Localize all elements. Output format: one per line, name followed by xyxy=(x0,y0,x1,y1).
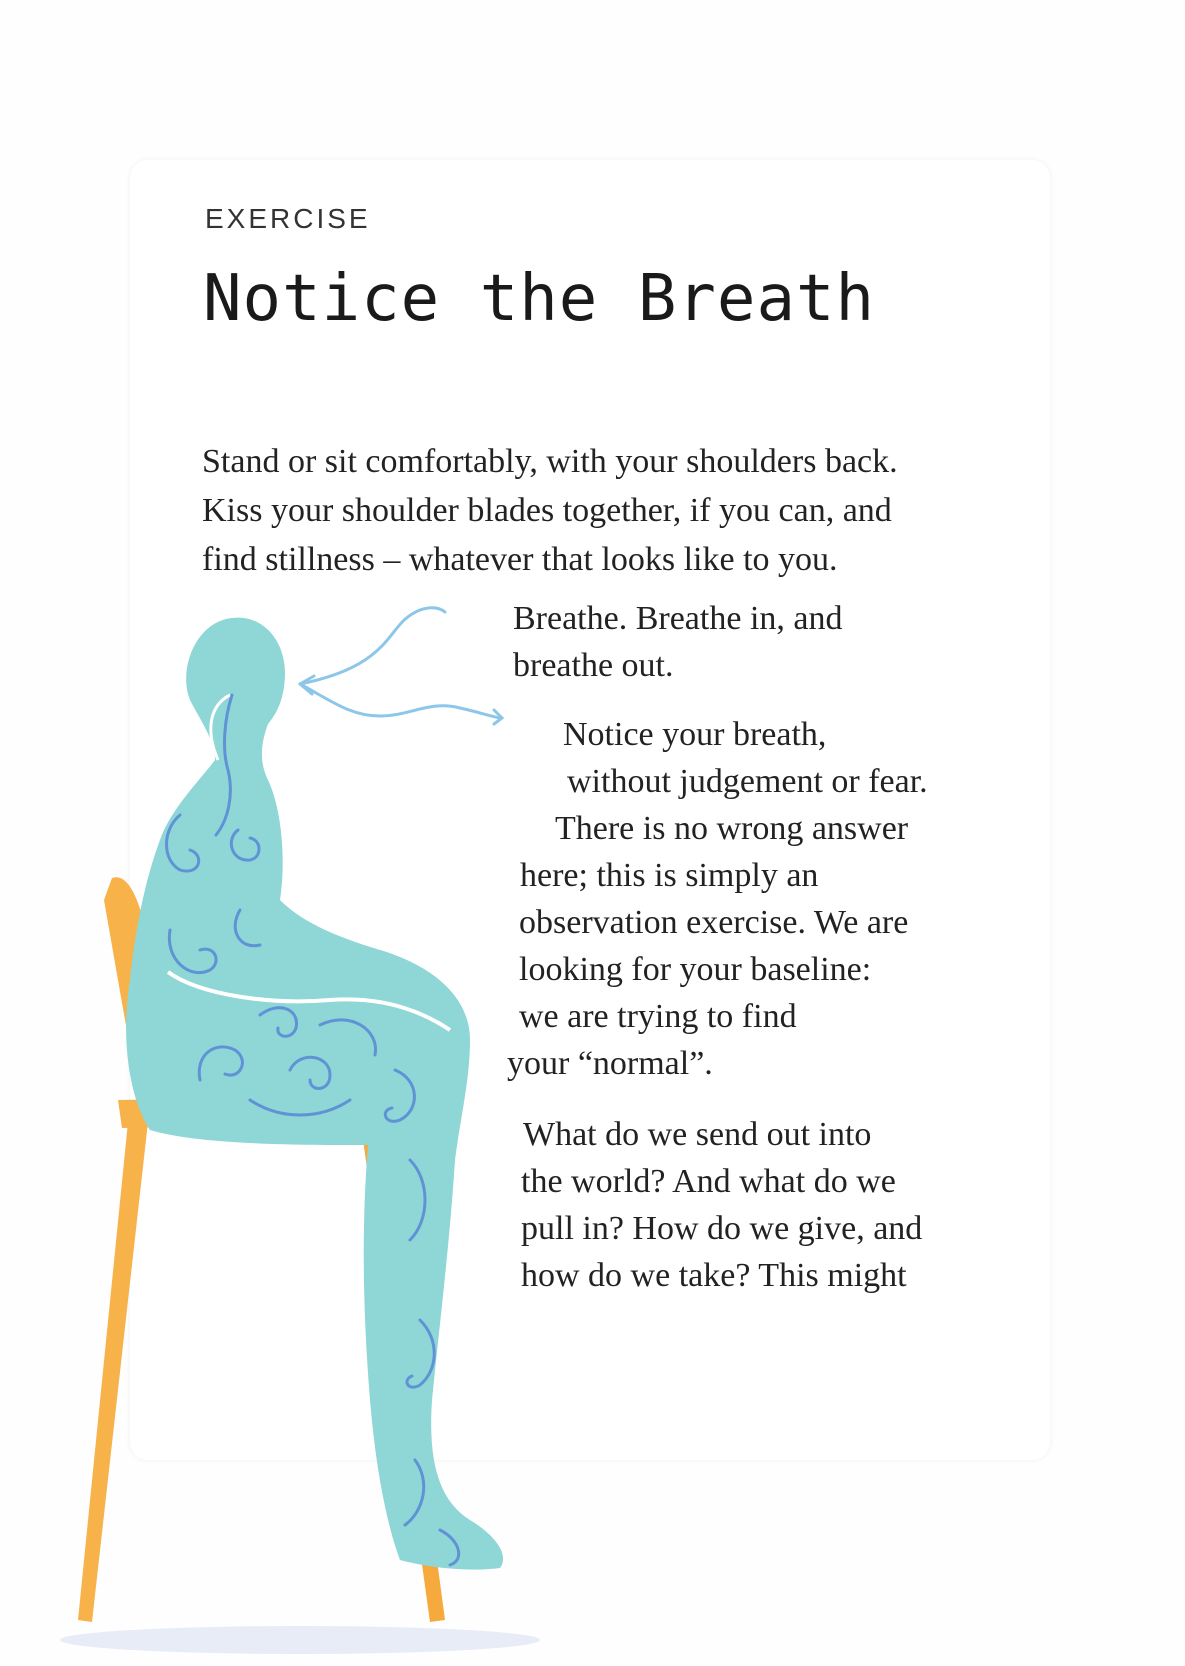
notice-line: looking for your baseline: xyxy=(519,951,872,988)
question-line: how do we take? This might xyxy=(521,1257,907,1294)
breath-stream xyxy=(300,608,502,724)
section-label: EXERCISE xyxy=(205,203,371,234)
intro-paragraph xyxy=(202,437,1082,584)
breathe-line: breathe out. xyxy=(513,647,674,684)
figure-body xyxy=(126,618,503,1570)
page-title: Notice the Breath xyxy=(203,262,876,336)
notice-line: we are trying to find xyxy=(519,998,797,1035)
seated-breathing-figure-icon xyxy=(0,600,560,1666)
intro-line: find stillness – whatever that looks like to you. xyxy=(202,541,838,578)
notice-line: Notice your breath, xyxy=(563,716,827,753)
notice-line: here; this is simply an xyxy=(520,857,819,894)
intro-line: Stand or sit comfortably, with your shoulders back. xyxy=(202,443,898,480)
notice-line: without judgement or fear. xyxy=(567,763,928,800)
notice-line: There is no wrong answer xyxy=(555,810,909,847)
floor-shadow xyxy=(60,1626,540,1654)
breathe-line: Breathe. Breathe in, and xyxy=(513,600,843,637)
question-line: What do we send out into xyxy=(523,1116,872,1153)
notice-line: your “normal”. xyxy=(507,1045,713,1082)
notice-line: observation exercise. We are xyxy=(519,904,909,941)
intro-line: Kiss your shoulder blades together, if you can, and xyxy=(202,492,892,529)
question-line: the world? And what do we xyxy=(521,1163,896,1200)
question-line: pull in? How do we give, and xyxy=(521,1210,923,1247)
chair-leg xyxy=(78,1122,148,1622)
